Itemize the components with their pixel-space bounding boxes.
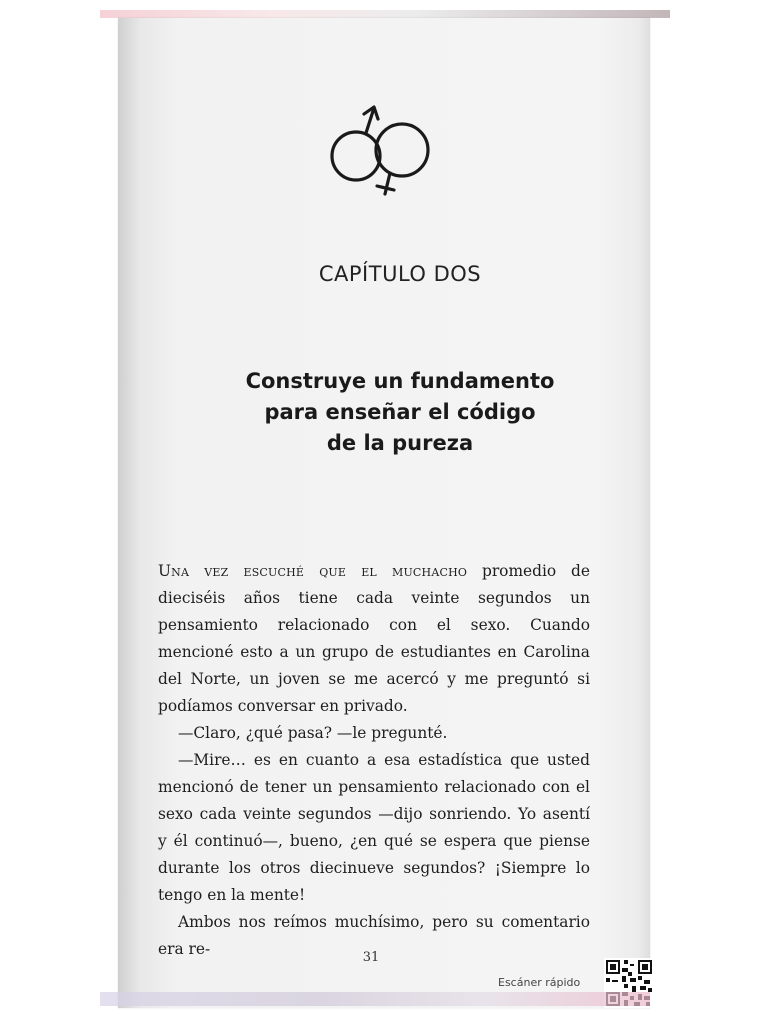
chapter-title-line: Construye un fundamento (245, 369, 555, 393)
chapter-label: CAPÍTULO DOS (318, 262, 482, 286)
scan-bottom-edge (100, 992, 650, 1006)
scanner-label: Escáner rápido (498, 976, 581, 989)
paragraph-text: promedio de dieciséis años tiene cada veinte segundos un pensamiento relacionado con el sexo. Cuando mencioné esto a un grupo de estudiantes en Carolina del Norte, un joven se me acercó y me preguntó si podíamos conversar en privado. (158, 562, 591, 715)
chapter-title (200, 366, 600, 459)
paragraph: —Claro, ¿qué pasa? —le pregunté. (178, 724, 448, 742)
paragraph: Ambos nos reímos muchísimo, pero su comentario era re- (158, 913, 590, 958)
scan-top-edge (100, 10, 670, 18)
chapter-title-line: para enseñar el código (264, 400, 536, 424)
paragraph (158, 558, 590, 720)
page-number: 31 (362, 950, 380, 965)
male-female-symbols-icon (322, 98, 446, 202)
chapter-body (158, 558, 590, 963)
chapter-title-line: de la pureza (326, 431, 474, 455)
paragraph-lead: Una vez escuché que el muchacho (158, 562, 468, 580)
paragraph: —Mire… es en cuanto a esa estadística que usted mencionó de tener un pensamiento relacionado con el sexo cada veinte segundos —dijo sonriendo. Yo asentí y él continuó—, bueno, ¿en qué se espera que piense durante los otros diecinueve segundos? ¡Siempre lo tengo en la mente! (158, 751, 590, 904)
